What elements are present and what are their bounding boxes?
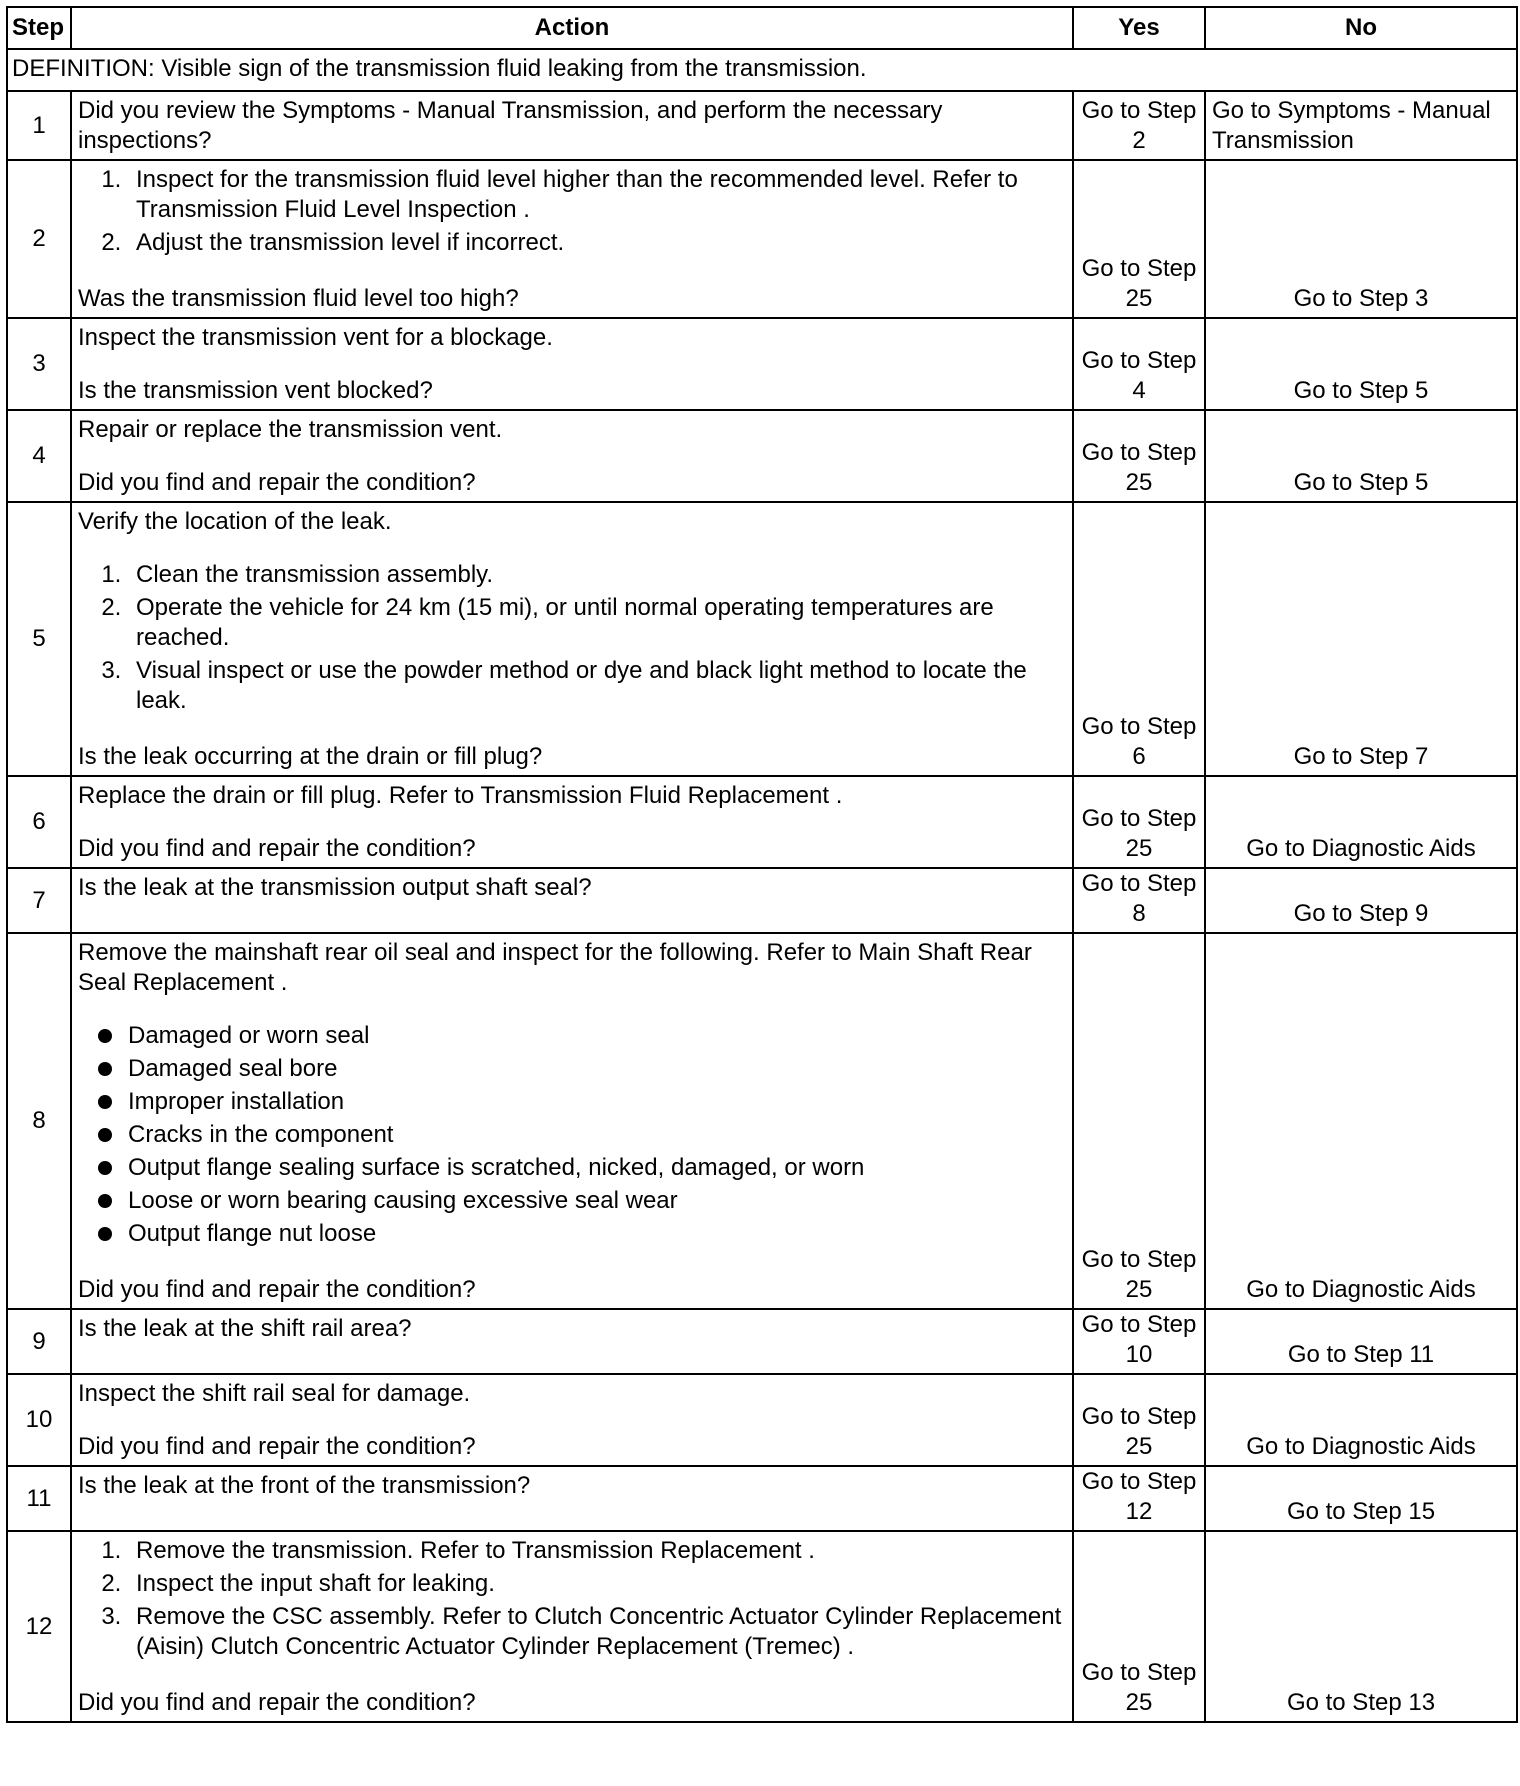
table-row <box>7 1531 1517 1722</box>
question-text: Did you find and repair the condition? <box>78 469 476 496</box>
action-cell <box>71 160 1073 318</box>
question-text: Did you find and repair the condition? <box>78 1433 476 1460</box>
table-row <box>7 933 1517 1309</box>
list-item: 3. Visual inspect or use the powder method or dye and black light method to locate the leak. <box>128 656 1066 716</box>
bullet-list <box>78 1021 1066 1249</box>
step-number: 5 <box>7 502 71 776</box>
no-cell: Go to Step 5 <box>1205 318 1517 410</box>
bullet-icon <box>98 1095 112 1109</box>
list-item: 1. Clean the transmission assembly. <box>128 560 1066 590</box>
intro-text: Verify the location of the leak. <box>78 508 392 535</box>
list-item: 3. Remove the CSC assembly. Refer to Clutch Concentric Actuator Cylinder Replacement (Aisin) Clutch Concentric Actuator Cylinder Replacement (Tremec) . <box>128 1602 1066 1662</box>
step-number: 7 <box>7 868 71 933</box>
no-cell: Go to Step 9 <box>1205 868 1517 933</box>
yes-cell: Go to Step 6 <box>1073 502 1205 776</box>
list-item: Output flange sealing surface is scratched, nicked, damaged, or worn <box>128 1153 1066 1183</box>
question-text: Did you find and repair the condition? <box>78 835 476 862</box>
yes-cell: Go to Step 25 <box>1073 776 1205 868</box>
step-number: 11 <box>7 1466 71 1531</box>
question-text: Was the transmission fluid level too high? <box>78 285 519 312</box>
step-number: 8 <box>7 933 71 1309</box>
question-text: Is the leak occurring at the drain or fill plug? <box>78 743 543 770</box>
question-text: Is the leak at the front of the transmission? <box>78 1472 531 1499</box>
table-row <box>7 868 1517 933</box>
action-cell <box>71 318 1073 410</box>
diagnostic-table <box>6 6 1518 1723</box>
list-item: Damaged seal bore <box>128 1054 1066 1084</box>
yes-cell: Go to Step 2 <box>1073 91 1205 160</box>
numbered-list <box>78 165 1066 258</box>
no-cell: Go to Diagnostic Aids <box>1205 933 1517 1309</box>
no-cell: Go to Diagnostic Aids <box>1205 776 1517 868</box>
header-action: Action <box>71 7 1073 49</box>
no-cell: Go to Symptoms - Manual Transmission <box>1205 91 1517 160</box>
action-cell <box>71 1374 1073 1466</box>
table-row <box>7 1309 1517 1374</box>
step-number: 6 <box>7 776 71 868</box>
intro-text: Remove the mainshaft rear oil seal and inspect for the following. Refer to Main Shaft Rear Seal Replacement . <box>78 939 1032 996</box>
table-row <box>7 91 1517 160</box>
yes-cell: Go to Step 25 <box>1073 933 1205 1309</box>
no-cell: Go to Step 5 <box>1205 410 1517 502</box>
list-item: 2. Inspect the input shaft for leaking. <box>128 1569 1066 1599</box>
table-row <box>7 776 1517 868</box>
no-cell: Go to Step 11 <box>1205 1309 1517 1374</box>
action-cell <box>71 91 1073 160</box>
action-cell <box>71 502 1073 776</box>
bullet-icon <box>98 1029 112 1043</box>
header-yes: Yes <box>1073 7 1205 49</box>
table-row <box>7 318 1517 410</box>
numbered-list <box>78 560 1066 716</box>
step-number: 1 <box>7 91 71 160</box>
step-number: 12 <box>7 1531 71 1722</box>
table-row <box>7 410 1517 502</box>
question-text: Is the leak at the shift rail area? <box>78 1315 412 1342</box>
action-cell <box>71 868 1073 933</box>
yes-cell: Go to Step 25 <box>1073 1374 1205 1466</box>
table-row <box>7 1374 1517 1466</box>
question-text: Is the leak at the transmission output shaft seal? <box>78 874 592 901</box>
intro-text: Inspect the shift rail seal for damage. <box>78 1380 471 1407</box>
diagnostic-table-container <box>6 6 1516 1723</box>
header-step: Step <box>7 7 71 49</box>
action-cell <box>71 776 1073 868</box>
table-row <box>7 160 1517 318</box>
action-cell <box>71 1309 1073 1374</box>
header-no: No <box>1205 7 1517 49</box>
step-number: 10 <box>7 1374 71 1466</box>
bullet-icon <box>98 1062 112 1076</box>
question-text: Did you find and repair the condition? <box>78 1276 476 1303</box>
intro-text: Replace the drain or fill plug. Refer to Transmission Fluid Replacement . <box>78 782 843 809</box>
question-text: Did you review the Symptoms - Manual Transmission, and perform the necessary inspections? <box>78 97 943 154</box>
list-item: 2. Adjust the transmission level if incorrect. <box>128 228 1066 258</box>
yes-cell: Go to Step 4 <box>1073 318 1205 410</box>
header-row <box>7 7 1517 49</box>
list-item: Loose or worn bearing causing excessive seal wear <box>128 1186 1066 1216</box>
bullet-icon <box>98 1128 112 1142</box>
table-row <box>7 1466 1517 1531</box>
action-cell <box>71 933 1073 1309</box>
yes-cell: Go to Step 12 <box>1073 1466 1205 1531</box>
intro-text: Repair or replace the transmission vent. <box>78 416 503 443</box>
action-cell <box>71 1466 1073 1531</box>
action-cell <box>71 410 1073 502</box>
no-cell: Go to Step 3 <box>1205 160 1517 318</box>
list-item: Improper installation <box>128 1087 1066 1117</box>
list-item: Damaged or worn seal <box>128 1021 1066 1051</box>
yes-cell: Go to Step 25 <box>1073 160 1205 318</box>
step-number: 3 <box>7 318 71 410</box>
yes-cell: Go to Step 25 <box>1073 410 1205 502</box>
numbered-list <box>78 1536 1066 1662</box>
step-number: 2 <box>7 160 71 318</box>
question-text: Is the transmission vent blocked? <box>78 377 433 404</box>
no-cell: Go to Step 15 <box>1205 1466 1517 1531</box>
bullet-icon <box>98 1227 112 1241</box>
bullet-icon <box>98 1194 112 1208</box>
yes-cell: Go to Step 10 <box>1073 1309 1205 1374</box>
bullet-icon <box>98 1161 112 1175</box>
intro-text: Inspect the transmission vent for a blockage. <box>78 324 553 351</box>
yes-cell: Go to Step 8 <box>1073 868 1205 933</box>
yes-cell: Go to Step 25 <box>1073 1531 1205 1722</box>
no-cell: Go to Diagnostic Aids <box>1205 1374 1517 1466</box>
step-number: 4 <box>7 410 71 502</box>
table-row <box>7 502 1517 776</box>
list-item: 1. Inspect for the transmission fluid level higher than the recommended level. Refer to Transmission Fluid Level Inspection . <box>128 165 1066 225</box>
action-cell <box>71 1531 1073 1722</box>
list-item: 2. Operate the vehicle for 24 km (15 mi), or until normal operating temperatures are reached. <box>128 593 1066 653</box>
no-cell: Go to Step 13 <box>1205 1531 1517 1722</box>
definition-row <box>7 49 1517 91</box>
list-item: Output flange nut loose <box>128 1219 1066 1249</box>
list-item: 1. Remove the transmission. Refer to Transmission Replacement . <box>128 1536 1066 1566</box>
list-item: Cracks in the component <box>128 1120 1066 1150</box>
question-text: Did you find and repair the condition? <box>78 1689 476 1716</box>
no-cell: Go to Step 7 <box>1205 502 1517 776</box>
definition-text: DEFINITION: Visible sign of the transmission fluid leaking from the transmission. <box>7 49 1517 91</box>
step-number: 9 <box>7 1309 71 1374</box>
